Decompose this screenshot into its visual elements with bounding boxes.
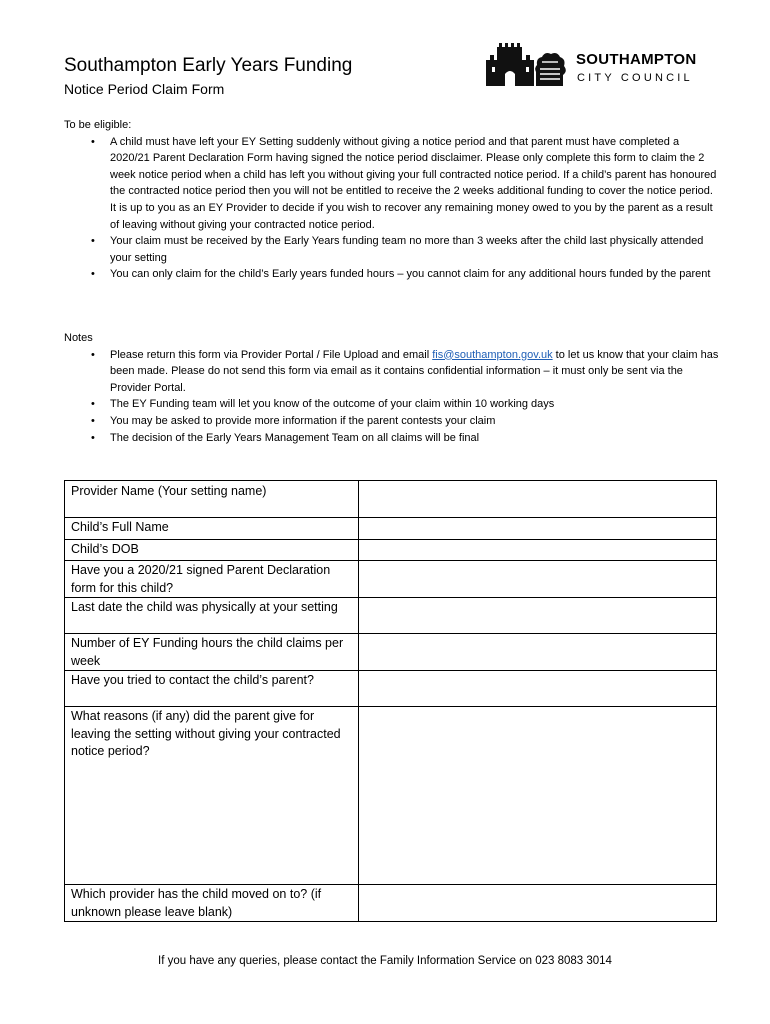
logo-wordmark-bottom: CITY COUNCIL [577,72,693,84]
table-row [65,671,717,707]
form-label-contacted-parent: Have you tried to contact the child’s parent? [65,671,359,707]
email-link[interactable]: fis@southampton.gov.uk [432,348,553,361]
notes-list [64,347,724,447]
table-row [65,561,717,598]
form-field-new-provider[interactable] [359,885,717,922]
footer-contact-text: If you have any queries, please contact the Family Information Service on 023 8083 3014 [158,955,612,967]
form-field-last-date[interactable] [359,598,717,634]
form-label-child-name: Child’s Full Name [65,518,359,540]
list-item: • The decision of the Early Years Management Team on all claims will be final [110,430,724,447]
table-row [65,481,717,518]
claim-form-table [64,480,717,922]
list-item: • Your claim must be received by the Early Years funding team no more than 3 weeks after the child last physically attended your setting [110,233,724,266]
form-label-provider-name: Provider Name (Your setting name) [65,481,359,518]
notes-section [64,330,724,446]
form-label-funding-hours: Number of EY Funding hours the child claims per week [65,634,359,671]
form-field-provider-name[interactable] [359,481,717,518]
castle-tree-logo-icon [484,38,570,88]
form-field-leaving-reasons[interactable] [359,707,717,885]
form-field-funding-hours[interactable] [359,634,717,671]
notes-item-text: to let us know that your claim has been made. Please do not send this form via email as it contains confidential information – it must only be sent via the Provider Portal. [110,348,719,394]
list-item: • A child must have left your EY Setting suddenly without giving a notice period and that parent must have completed a 2020/21 Parent Declaration Form having signed the notice period disclaimer. Please only complete this form to claim the 2 week notice period when a child has left you without giving your full contracted notice period. If a child’s parent has honoured the contracted notice period then you will not be entitled to receive the 2 weeks additional funding to cover the notice period. It is up to you as an EY Provider to decide if you wish to recover any remaining money owed to you by the parent as a result of leaving without giving your contracted notice period. [110,134,724,234]
list-item [110,347,724,397]
council-logo [484,38,704,88]
table-row [65,707,717,885]
form-label-parent-declaration: Have you a 2020/21 signed Parent Declaration form for this child? [65,561,359,598]
form-label-leaving-reasons: What reasons (if any) did the parent give for leaving the setting without giving your contracted notice period? [65,707,359,885]
list-item: • You may be asked to provide more information if the parent contests your claim [110,413,724,430]
table-row [65,885,717,922]
eligibility-section [64,117,724,283]
table-row [65,598,717,634]
form-field-contacted-parent[interactable] [359,671,717,707]
table-row [65,540,717,561]
notes-label: Notes [64,332,93,344]
page-title: Southampton Early Years Funding [64,55,353,76]
list-item: • The EY Funding team will let you know of the outcome of your claim within 10 working days [110,396,724,413]
eligibility-list [64,134,724,283]
form-label-new-provider: Which provider has the child moved on to? (if unknown please leave blank) [65,885,359,922]
table-row [65,518,717,540]
form-label-child-dob: Child’s DOB [65,540,359,561]
eligibility-label: To be eligible: [64,119,132,131]
form-field-child-name[interactable] [359,518,717,540]
form-field-parent-declaration[interactable] [359,561,717,598]
logo-wordmark-top: SOUTHAMPTON [576,51,697,68]
table-row [65,634,717,671]
page-subtitle: Notice Period Claim Form [64,81,225,97]
form-label-last-date: Last date the child was physically at your setting [65,598,359,634]
list-item: • You can only claim for the child’s Early years funded hours – you cannot claim for any additional hours funded by the parent [110,266,724,283]
form-field-child-dob[interactable] [359,540,717,561]
notes-item-text: Please return this form via Provider Portal / File Upload and email [110,348,433,361]
